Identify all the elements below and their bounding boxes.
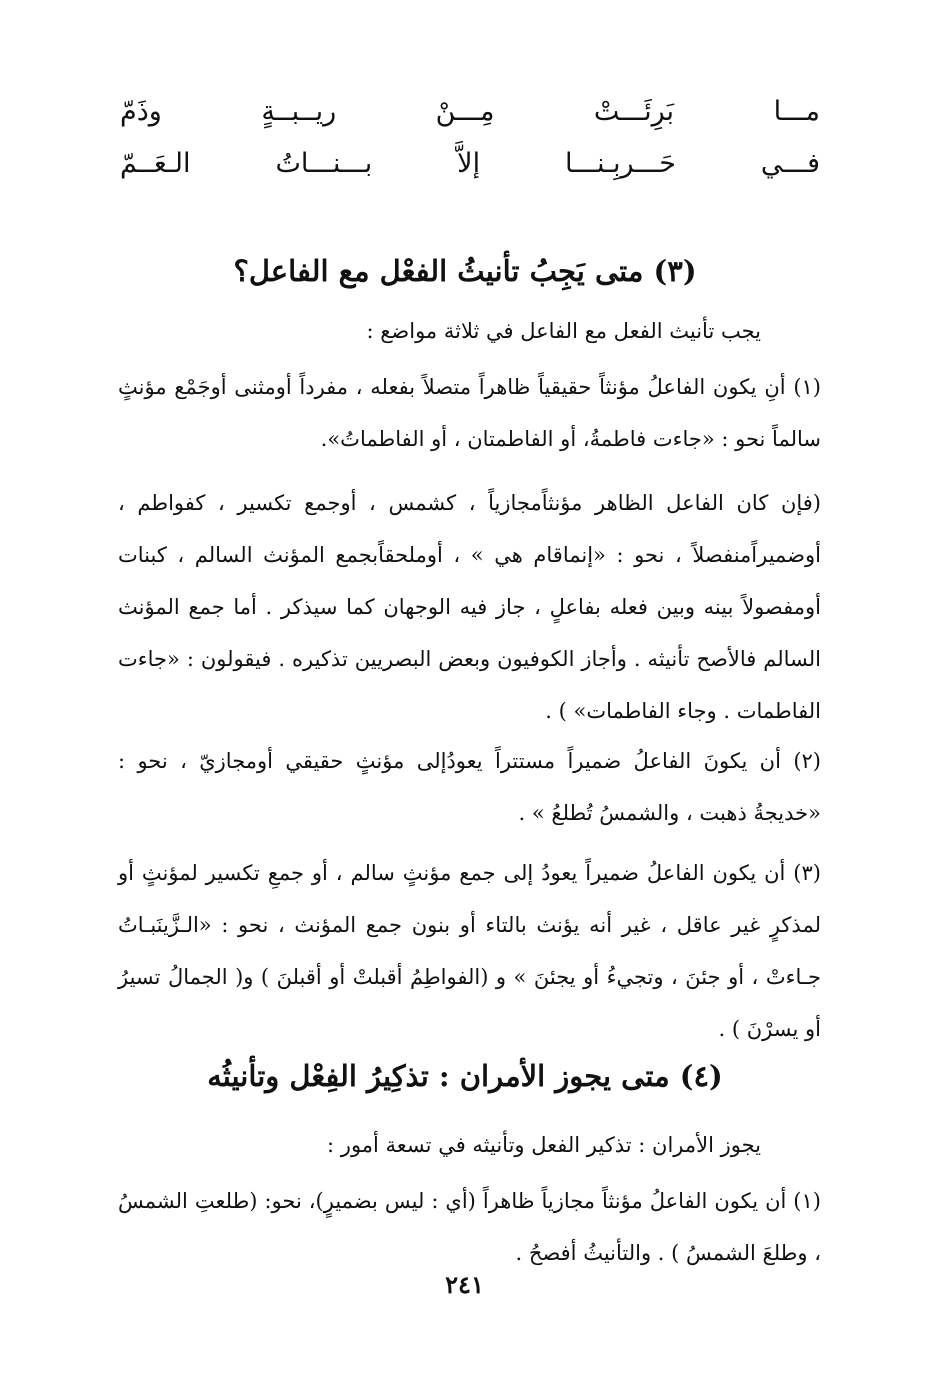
note-paragraph: (فإن كان الفاعل الظاهر مؤنثاًمجازياً ، كشمس ، أوجمع تكسير ، كفواطم ، أوضميراًمنفصلاً ، نحو : «إنماقام هي » ، أوملحقاًبجمع المؤنث السالم ، كبنات أومفصولاً بينه وبين فعله بفاعلٍ ، جاز فيه الوجهان كما سيذكر . أما جمع المؤنث السالم فالأصح تأنيثه . وأجاز الكوفيون وبعض البصريين تذكيره . فيقولون : «جاءت الفاطمات . وجاء الفاطمات» ) . xyxy=(118,491,821,723)
poem-word: مـــا xyxy=(773,96,820,127)
poem-word: حَـــربِـنـــا xyxy=(565,148,676,179)
poem-word: مِـــنْ xyxy=(435,96,495,127)
poem-word: بَرِئَـــتْ xyxy=(593,96,675,127)
section-intro: يجب تأنيث الفعل مع الفاعل في ثلاثة مواضع : xyxy=(366,319,761,343)
poem-line-2 xyxy=(120,144,820,184)
rule-paragraph-1: (١) أنِ يكون الفاعلُ مؤنثاً حقيقياً ظاهراً متصلاً بفعله ، مفرداً أومثنى أوجَمْع مؤنثٍ سالماً نحو : «جاءت فاطمةُ، أو الفاطمتان ، أو الفاطماتُ». xyxy=(118,375,821,451)
poem-line-1 xyxy=(120,92,820,132)
poem-word: وذَمّ xyxy=(120,96,162,127)
rule-paragraph-2: (٢) أن يكونَ الفاعلُ ضميراً مستتراً يعودُإلى مؤنثٍ حقيقي أومجازيّ ، نحو : «خديجةُ ذهبت ، والشمسُ تُطلعُ » . xyxy=(118,749,821,825)
section-heading-4: (٤) متى يجوز الأمران : تذكِيرُ الفِعْل وتأنيثُه xyxy=(207,1059,723,1094)
section-intro-2: يجوز الأمران : تذكير الفعل وتأنيثه في تسعة أمور : xyxy=(327,1133,761,1157)
rule-paragraph-4: (١) أن يكون الفاعلُ مؤنثاً مجازياً ظاهراً (أي : ليس بضميرٍ)، نحو: (طلعتِ الشمسُ ، وطلعَ الشمسُ ) . والتأنيثُ أفصحُ . xyxy=(118,1189,821,1265)
section-heading-3: (٣) متى يَجِبُ تأنيثُ الفعْل مع الفاعل؟ xyxy=(233,254,697,289)
page-number: ٢٤١ xyxy=(445,1270,484,1299)
poem-word: ريــبــةٍ xyxy=(261,96,337,127)
poem-word: الـعَــمّ xyxy=(120,148,191,179)
poem-word: بـــنـــاتُ xyxy=(275,148,373,179)
rule-paragraph-3: (٣) أن يكون الفاعلُ ضميراً يعودُ إلى جمع مؤنثٍ سالم ، أو جمعِ تكسير لمؤنثٍ أو لمذكرٍ غير عاقل ، غير أنه يؤنث بالتاء أو بنون جمع المؤنث ، نحو : «الـزَّينَبـاتُ جـاءتْ ، أو جئنَ ، وتجيءُ أو يجئنَ » و (الفواطِمُ أقبلتْ أو أقبلنَ ) و( الجمالُ تسيرُ أو يسرْنَ ) . xyxy=(118,861,821,1041)
poem-word: فـــي xyxy=(760,148,820,179)
poem-word: إلاَّ xyxy=(457,148,481,179)
